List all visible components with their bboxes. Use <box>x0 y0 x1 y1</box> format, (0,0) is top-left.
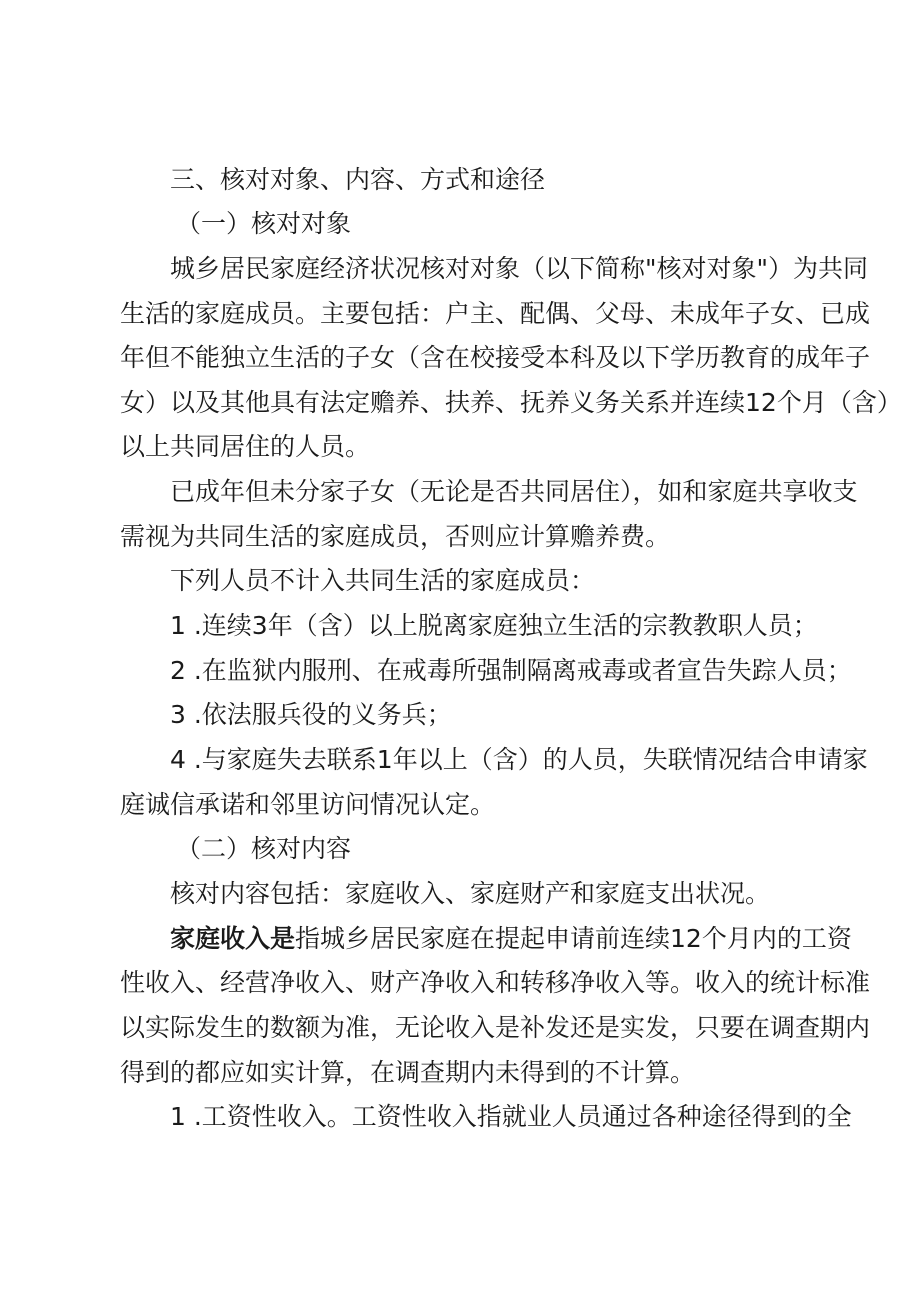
paragraph-line: 以实际发生的数额为准，无论收入是补发还是实发，只要在调查期内 <box>120 1013 871 1042</box>
income-definition-text: 指城乡居民家庭在提起申请前连续12个月内的工资 <box>295 924 852 953</box>
subsection-heading-objects: （一）核对对象 <box>176 209 352 238</box>
paragraph-line: 已成年但未分家子女（无论是否共同居住），如和家庭共享收支 <box>170 477 858 506</box>
exclusion-item: 3 .依法服兵役的义务兵； <box>170 700 452 729</box>
paragraph-line: 城乡居民家庭经济状况核对对象（以下简称"核对对象"）为共同 <box>170 254 869 283</box>
subsection-heading-content: （二）核对内容 <box>176 834 352 863</box>
income-term: 家庭收入是 <box>170 924 296 953</box>
exclusion-item: 2 .在监狱内服刑、在戒毒所强制隔离戒毒或者宣告失踪人员； <box>170 656 852 685</box>
section-heading: 三、核对对象、内容、方式和途径 <box>170 165 546 194</box>
exclusion-item: 4 .与家庭失去联系1年以上（含）的人员，失联情况结合申请家 <box>170 745 868 774</box>
paragraph-line: 生活的家庭成员。主要包括：户主、配偶、父母、未成年子女、已成 <box>120 299 871 328</box>
paragraph-line: 性收入、经营净收入、财产净收入和转移净收入等。收入的统计标准 <box>120 968 871 997</box>
wage-income-item: 1 .工资性收入。工资性收入指就业人员通过各种途径得到的全 <box>170 1102 852 1131</box>
exclusion-item: 1 .连续3年（含）以上脱离家庭独立生活的宗教教职人员； <box>170 611 818 640</box>
paragraph-line: 年但不能独立生活的子女（含在校接受本科及以下学历教育的成年子 <box>120 343 871 372</box>
income-definition-line <box>170 922 852 956</box>
paragraph-line: 得到的都应如实计算，在调查期内未得到的不计算。 <box>120 1058 696 1087</box>
paragraph-line: 以上共同居住的人员。 <box>120 432 371 461</box>
paragraph-line: 女）以及其他具有法定赡养、扶养、抚养义务关系并连续12个月（含） <box>120 388 902 417</box>
exclusion-intro: 下列人员不计入共同生活的家庭成员： <box>170 566 596 595</box>
content-intro: 核对内容包括：家庭收入、家庭财产和家庭支出状况。 <box>170 879 771 908</box>
paragraph-line: 需视为共同生活的家庭成员，否则应计算赡养费。 <box>120 522 671 551</box>
paragraph-line: 庭诚信承诺和邻里访问情况认定。 <box>120 790 496 819</box>
